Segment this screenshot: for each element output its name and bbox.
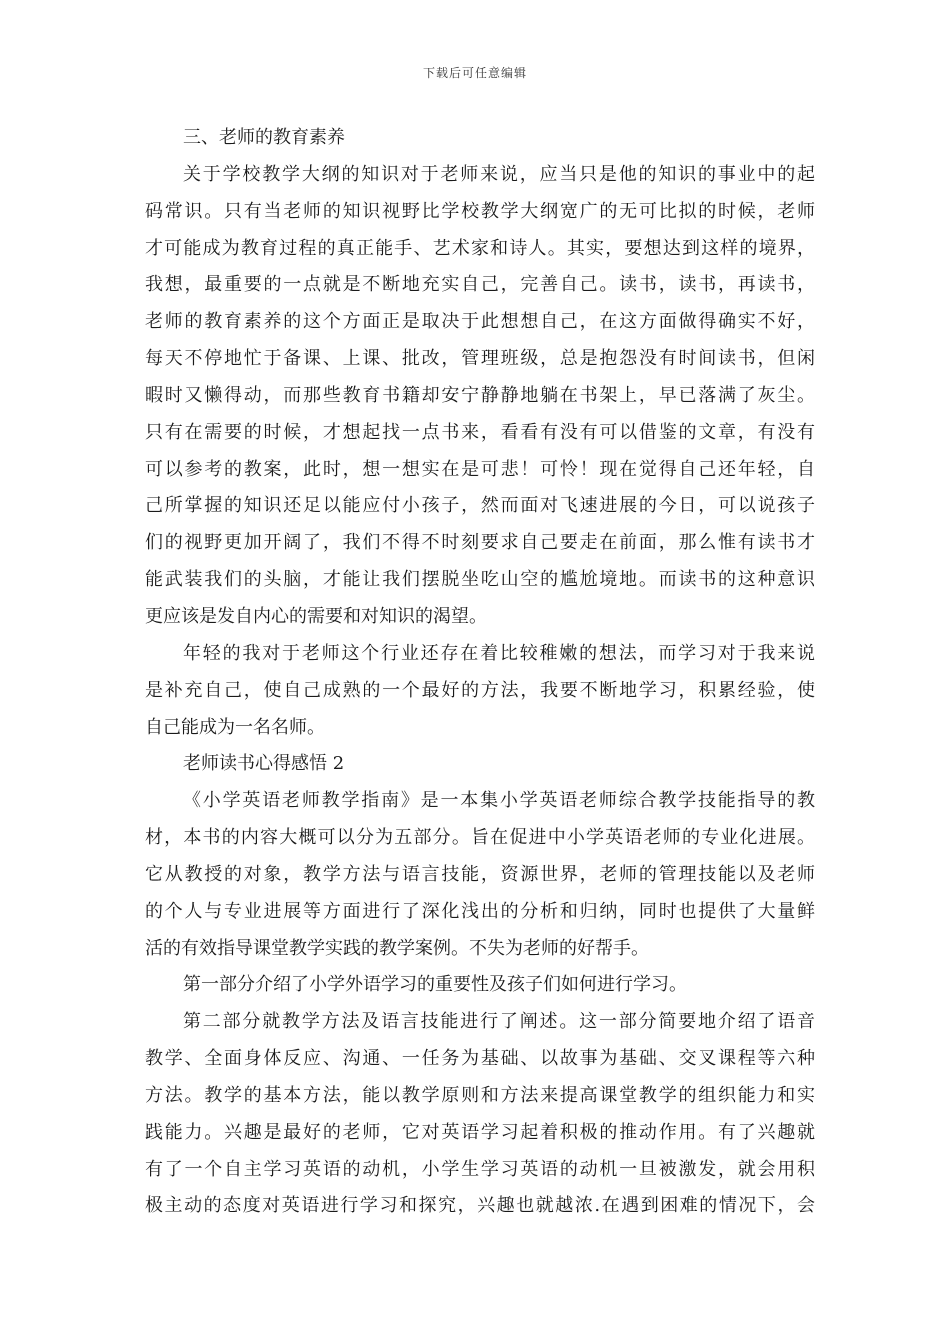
text-line: 们的视野更加开阔了，我们不得不时刻要求自己要走在前面，那么惟有读书才 xyxy=(145,532,815,554)
text-line: 教学、全面身体反应、沟通、一任务为基础、以故事为基础、交叉课程等六种 xyxy=(145,1048,815,1070)
text-line: 第一部分介绍了小学外语学习的重要性及孩子们如何进行学习。 xyxy=(183,974,687,996)
text-line: 老师读书心得感悟 2 xyxy=(183,753,345,775)
text-line: 只有在需要的时候，才想起找一点书来，看看有没有可以借鉴的文章，有没有 xyxy=(145,421,815,443)
text-line: 己所掌握的知识还足以能应付小孩子，然而面对飞速进展的今日，可以说孩子 xyxy=(145,495,815,517)
text-line: 材，本书的内容大概可以分为五部分。旨在促进中小学英语老师的专业化进展。 xyxy=(145,827,815,849)
text-line: 老师的教育素养的这个方面正是取决于此想想自己，在这方面做得确实不好， xyxy=(145,311,815,333)
page-header: 下载后可任意编辑 xyxy=(422,66,527,80)
text-line: 关于学校教学大纲的知识对于老师来说，应当只是他的知识的事业中的起 xyxy=(183,163,815,185)
text-line: 更应该是发自内心的需要和对知识的渴望。 xyxy=(145,605,487,627)
text-line: 方法。教学的基本方法，能以教学原则和方法来提高课堂教学的组织能力和实 xyxy=(145,1084,815,1106)
text-line: 第二部分就教学方法及语言技能进行了阐述。这一部分简要地介绍了语音 xyxy=(183,1011,815,1033)
document-body xyxy=(145,120,815,1225)
text-line: 《小学英语老师教学指南》是一本集小学英语老师综合教学技能指导的教 xyxy=(183,790,815,812)
text-line: 它从教授的对象，教学方法与语言技能，资源世界，老师的管理技能以及老师 xyxy=(145,863,815,885)
text-line: 我想，最重要的一点就是不断地充实自己，完善自己。读书，读书，再读书， xyxy=(145,274,815,296)
text-line: 暇时又懒得动，而那些教育书籍却安宁静静地躺在书架上，早已落满了灰尘。 xyxy=(145,384,815,406)
text-line: 每天不停地忙于备课、上课、批改，管理班级，总是抱怨没有时间读书，但闲 xyxy=(145,348,815,370)
text-line: 的个人与专业进展等方面进行了深化浅出的分析和归纳，同时也提供了大量鲜 xyxy=(145,900,815,922)
text-line: 能武装我们的头脑，才能让我们摆脱坐吃山空的尴尬境地。而读书的这种意识 xyxy=(145,569,815,591)
text-line: 践能力。兴趣是最好的老师，它对英语学习起着积极的推动作用。有了兴趣就 xyxy=(145,1121,815,1143)
text-line: 极主动的态度对英语进行学习和探究，兴趣也就越浓.在遇到困难的情况下，会 xyxy=(145,1195,815,1217)
text-line: 活的有效指导课堂教学实践的教学案例。不失为老师的好帮手。 xyxy=(145,937,649,959)
text-line: 才可能成为教育过程的真正能手、艺术家和诗人。其实，要想达到这样的境界， xyxy=(145,237,815,259)
text-line: 可以参考的教案，此时，想一想实在是可悲！可怜！现在觉得自己还年轻，自 xyxy=(145,458,815,480)
text-line: 三、老师的教育素养 xyxy=(183,127,345,148)
text-line: 自己能成为一名名师。 xyxy=(145,716,325,738)
text-line: 有了一个自主学习英语的动机，小学生学习英语的动机一旦被激发，就会用积 xyxy=(145,1158,815,1180)
text-line: 是补充自己，使自己成熟的一个最好的方法，我要不断地学习，积累经验，使 xyxy=(145,679,815,701)
text-line: 码常识。只有当老师的知识视野比学校教学大纲宽广的无可比拟的时候，老师 xyxy=(145,200,815,222)
text-line: 年轻的我对于老师这个行业还存在着比较稚嫩的想法，而学习对于我来说 xyxy=(183,642,815,664)
